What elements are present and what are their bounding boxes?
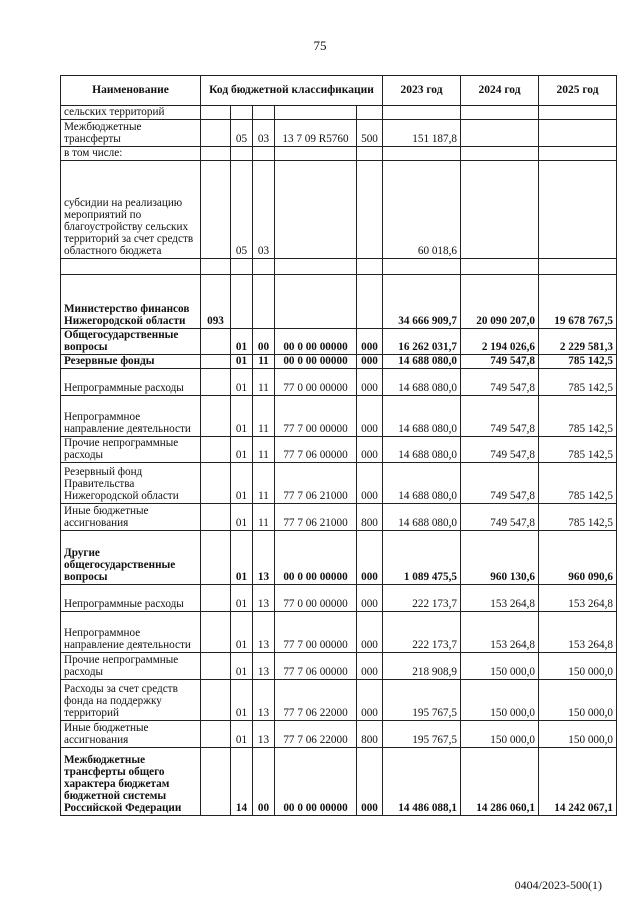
cell-ved bbox=[201, 680, 231, 721]
cell-target-article: 13 7 09 R5760 bbox=[275, 120, 357, 147]
cell-2025: 785 142,5 bbox=[539, 396, 617, 437]
cell-expense-type: 000 bbox=[357, 369, 383, 396]
cell-subsection: 00 bbox=[253, 329, 275, 355]
cell-name: Министерство финансов Нижегородской области bbox=[61, 275, 201, 329]
cell-ved bbox=[201, 259, 231, 275]
cell-name: Расходы за счет средств фонда на поддержку территорий bbox=[61, 680, 201, 721]
cell-subsection: 03 bbox=[253, 120, 275, 147]
cell-2025 bbox=[539, 147, 617, 161]
cell-expense-type: 000 bbox=[357, 396, 383, 437]
cell-2024: 749 547,8 bbox=[461, 355, 539, 369]
cell-2024 bbox=[461, 259, 539, 275]
cell-2023: 218 908,9 bbox=[383, 653, 461, 680]
cell-name: Межбюджетные трансферты bbox=[61, 120, 201, 147]
table-row bbox=[61, 369, 617, 396]
cell-name bbox=[61, 259, 201, 275]
cell-name: Непрограммные расходы bbox=[61, 369, 201, 396]
cell-ved bbox=[201, 396, 231, 437]
page-number: 75 bbox=[313, 38, 327, 53]
cell-ved bbox=[201, 748, 231, 816]
cell-section bbox=[231, 106, 253, 120]
cell-2025: 14 242 067,1 bbox=[539, 748, 617, 816]
table-row bbox=[61, 653, 617, 680]
cell-expense-type: 000 bbox=[357, 653, 383, 680]
cell-expense-type: 000 bbox=[357, 748, 383, 816]
cell-expense-type: 000 bbox=[357, 463, 383, 504]
cell-name: Непрограммные расходы bbox=[61, 585, 201, 612]
cell-section: 01 bbox=[231, 355, 253, 369]
cell-2025: 150 000,0 bbox=[539, 653, 617, 680]
cell-expense-type: 800 bbox=[357, 721, 383, 748]
cell-2024: 2 194 026,6 bbox=[461, 329, 539, 355]
cell-section: 01 bbox=[231, 531, 253, 585]
cell-subsection: 00 bbox=[253, 748, 275, 816]
table-row bbox=[61, 748, 617, 816]
cell-subsection: 13 bbox=[253, 585, 275, 612]
table-row bbox=[61, 396, 617, 437]
table-body bbox=[61, 106, 617, 816]
cell-name: Прочие непрограммные расходы bbox=[61, 437, 201, 463]
cell-2025: 785 142,5 bbox=[539, 504, 617, 531]
cell-expense-type: 000 bbox=[357, 437, 383, 463]
cell-target-article: 77 7 06 00000 bbox=[275, 653, 357, 680]
cell-subsection bbox=[253, 147, 275, 161]
cell-name: Резервный фонд Правительства Нижегородской области bbox=[61, 463, 201, 504]
cell-section bbox=[231, 259, 253, 275]
cell-2025: 153 264,8 bbox=[539, 585, 617, 612]
cell-2024: 749 547,8 bbox=[461, 396, 539, 437]
cell-subsection: 11 bbox=[253, 504, 275, 531]
cell-target-article: 77 0 00 00000 bbox=[275, 585, 357, 612]
cell-name: Общегосударственные вопросы bbox=[61, 329, 201, 355]
cell-expense-type: 000 bbox=[357, 355, 383, 369]
cell-name: Непрограммное направление деятельности bbox=[61, 612, 201, 653]
cell-expense-type: 000 bbox=[357, 329, 383, 355]
table-row bbox=[61, 585, 617, 612]
table-row bbox=[61, 329, 617, 355]
cell-2023: 195 767,5 bbox=[383, 721, 461, 748]
cell-subsection: 13 bbox=[253, 612, 275, 653]
cell-section: 01 bbox=[231, 369, 253, 396]
cell-target-article: 77 7 06 22000 bbox=[275, 721, 357, 748]
cell-section: 14 bbox=[231, 748, 253, 816]
cell-ved bbox=[201, 653, 231, 680]
cell-name: Межбюджетные трансферты общего характера бюджетам бюджетной системы Российской Федерации bbox=[61, 748, 201, 816]
header-2024: 2024 год bbox=[461, 76, 539, 106]
cell-name: Непрограммное направление деятельности bbox=[61, 396, 201, 437]
cell-2025: 960 090,6 bbox=[539, 531, 617, 585]
cell-subsection: 13 bbox=[253, 721, 275, 748]
cell-expense-type: 000 bbox=[357, 531, 383, 585]
cell-expense-type: 000 bbox=[357, 680, 383, 721]
cell-2024 bbox=[461, 106, 539, 120]
cell-section: 01 bbox=[231, 504, 253, 531]
cell-target-article: 00 0 00 00000 bbox=[275, 748, 357, 816]
cell-2023: 14 688 080,0 bbox=[383, 437, 461, 463]
cell-target-article: 77 7 06 21000 bbox=[275, 504, 357, 531]
cell-section: 01 bbox=[231, 653, 253, 680]
document-code: 0404/2023-500(1) bbox=[514, 878, 602, 892]
cell-2025: 785 142,5 bbox=[539, 463, 617, 504]
cell-ved bbox=[201, 355, 231, 369]
cell-2023: 14 688 080,0 bbox=[383, 355, 461, 369]
cell-subsection bbox=[253, 259, 275, 275]
cell-ved bbox=[201, 463, 231, 504]
cell-ved bbox=[201, 612, 231, 653]
cell-name: Иные бюджетные ассигнования bbox=[61, 721, 201, 748]
cell-name: в том числе: bbox=[61, 147, 201, 161]
table-row bbox=[61, 437, 617, 463]
cell-subsection: 03 bbox=[253, 161, 275, 259]
cell-2024: 150 000,0 bbox=[461, 680, 539, 721]
table-row bbox=[61, 147, 617, 161]
cell-name: Другие общегосударственные вопросы bbox=[61, 531, 201, 585]
cell-2024 bbox=[461, 161, 539, 259]
cell-ved bbox=[201, 161, 231, 259]
cell-2023 bbox=[383, 259, 461, 275]
cell-name: Прочие непрограммные расходы bbox=[61, 653, 201, 680]
cell-2024: 749 547,8 bbox=[461, 504, 539, 531]
table-row bbox=[61, 680, 617, 721]
cell-2023: 222 173,7 bbox=[383, 612, 461, 653]
cell-2023: 151 187,8 bbox=[383, 120, 461, 147]
cell-2024: 749 547,8 bbox=[461, 463, 539, 504]
cell-subsection: 11 bbox=[253, 369, 275, 396]
cell-2025 bbox=[539, 259, 617, 275]
cell-2024: 20 090 207,0 bbox=[461, 275, 539, 329]
cell-expense-type bbox=[357, 275, 383, 329]
cell-subsection bbox=[253, 106, 275, 120]
cell-2023: 14 688 080,0 bbox=[383, 396, 461, 437]
cell-2024: 150 000,0 bbox=[461, 653, 539, 680]
cell-subsection: 11 bbox=[253, 396, 275, 437]
cell-target-article: 00 0 00 00000 bbox=[275, 329, 357, 355]
cell-2024: 150 000,0 bbox=[461, 721, 539, 748]
cell-2025: 785 142,5 bbox=[539, 355, 617, 369]
cell-target-article: 00 0 00 00000 bbox=[275, 355, 357, 369]
cell-2024: 749 547,8 bbox=[461, 369, 539, 396]
cell-expense-type bbox=[357, 147, 383, 161]
cell-section: 01 bbox=[231, 612, 253, 653]
cell-target-article bbox=[275, 106, 357, 120]
table-header-row bbox=[61, 76, 617, 106]
cell-subsection: 13 bbox=[253, 680, 275, 721]
cell-expense-type: 000 bbox=[357, 585, 383, 612]
table-row bbox=[61, 504, 617, 531]
cell-section bbox=[231, 275, 253, 329]
cell-2023: 195 767,5 bbox=[383, 680, 461, 721]
cell-target-article bbox=[275, 147, 357, 161]
cell-2023: 14 688 080,0 bbox=[383, 504, 461, 531]
cell-ved bbox=[201, 120, 231, 147]
cell-2023: 14 688 080,0 bbox=[383, 463, 461, 504]
cell-name: Резервные фонды bbox=[61, 355, 201, 369]
cell-section: 01 bbox=[231, 463, 253, 504]
table-row bbox=[61, 531, 617, 585]
cell-2023 bbox=[383, 147, 461, 161]
cell-2024: 14 286 060,1 bbox=[461, 748, 539, 816]
cell-ved bbox=[201, 369, 231, 396]
cell-ved: 093 bbox=[201, 275, 231, 329]
cell-target-article: 77 7 06 22000 bbox=[275, 680, 357, 721]
cell-2025: 150 000,0 bbox=[539, 721, 617, 748]
cell-2025: 785 142,5 bbox=[539, 437, 617, 463]
cell-2025 bbox=[539, 161, 617, 259]
cell-target-article: 77 7 06 21000 bbox=[275, 463, 357, 504]
table-row bbox=[61, 161, 617, 259]
cell-2023 bbox=[383, 106, 461, 120]
cell-section: 05 bbox=[231, 161, 253, 259]
cell-target-article bbox=[275, 259, 357, 275]
cell-target-article: 77 7 06 00000 bbox=[275, 437, 357, 463]
header-name: Наименование bbox=[61, 76, 201, 106]
table-row bbox=[61, 721, 617, 748]
cell-2023: 14 688 080,0 bbox=[383, 369, 461, 396]
cell-section: 01 bbox=[231, 329, 253, 355]
cell-target-article: 00 0 00 00000 bbox=[275, 531, 357, 585]
cell-subsection: 13 bbox=[253, 653, 275, 680]
cell-expense-type: 000 bbox=[357, 612, 383, 653]
cell-2025: 785 142,5 bbox=[539, 369, 617, 396]
cell-expense-type bbox=[357, 106, 383, 120]
cell-ved bbox=[201, 531, 231, 585]
cell-subsection: 11 bbox=[253, 463, 275, 504]
table-row bbox=[61, 463, 617, 504]
cell-ved bbox=[201, 504, 231, 531]
cell-subsection: 13 bbox=[253, 531, 275, 585]
table-row bbox=[61, 106, 617, 120]
cell-target-article: 77 0 00 00000 bbox=[275, 369, 357, 396]
cell-ved bbox=[201, 147, 231, 161]
cell-2024 bbox=[461, 120, 539, 147]
cell-2024: 749 547,8 bbox=[461, 437, 539, 463]
table-row bbox=[61, 355, 617, 369]
cell-2024 bbox=[461, 147, 539, 161]
cell-2025 bbox=[539, 106, 617, 120]
cell-2024: 153 264,8 bbox=[461, 612, 539, 653]
cell-2025: 150 000,0 bbox=[539, 680, 617, 721]
cell-section: 01 bbox=[231, 585, 253, 612]
cell-section: 05 bbox=[231, 120, 253, 147]
table-row bbox=[61, 259, 617, 275]
cell-ved bbox=[201, 721, 231, 748]
cell-2025: 19 678 767,5 bbox=[539, 275, 617, 329]
cell-name: Иные бюджетные ассигнования bbox=[61, 504, 201, 531]
cell-2024: 153 264,8 bbox=[461, 585, 539, 612]
cell-2025: 2 229 581,3 bbox=[539, 329, 617, 355]
table-row bbox=[61, 120, 617, 147]
cell-target-article bbox=[275, 275, 357, 329]
header-code: Код бюджетной классификации bbox=[201, 76, 383, 106]
header-2023: 2023 год bbox=[383, 76, 461, 106]
cell-2023: 1 089 475,5 bbox=[383, 531, 461, 585]
cell-2024: 960 130,6 bbox=[461, 531, 539, 585]
cell-target-article: 77 7 00 00000 bbox=[275, 396, 357, 437]
cell-2023: 14 486 088,1 bbox=[383, 748, 461, 816]
cell-ved bbox=[201, 106, 231, 120]
cell-section: 01 bbox=[231, 721, 253, 748]
cell-name: сельских территорий bbox=[61, 106, 201, 120]
cell-section: 01 bbox=[231, 437, 253, 463]
cell-section: 01 bbox=[231, 396, 253, 437]
cell-2023: 16 262 031,7 bbox=[383, 329, 461, 355]
cell-2025 bbox=[539, 120, 617, 147]
cell-subsection: 11 bbox=[253, 355, 275, 369]
cell-section: 01 bbox=[231, 680, 253, 721]
cell-expense-type: 500 bbox=[357, 120, 383, 147]
table-row bbox=[61, 275, 617, 329]
cell-ved bbox=[201, 437, 231, 463]
cell-2023: 222 173,7 bbox=[383, 585, 461, 612]
cell-target-article bbox=[275, 161, 357, 259]
cell-subsection: 11 bbox=[253, 437, 275, 463]
header-2025: 2025 год bbox=[539, 76, 617, 106]
table-row bbox=[61, 612, 617, 653]
cell-expense-type bbox=[357, 259, 383, 275]
cell-ved bbox=[201, 585, 231, 612]
cell-section bbox=[231, 147, 253, 161]
cell-target-article: 77 7 00 00000 bbox=[275, 612, 357, 653]
cell-expense-type bbox=[357, 161, 383, 259]
budget-table bbox=[60, 75, 617, 816]
cell-name: субсидии на реализацию мероприятий по благоустройству сельских территорий за счет средств областного бюджета bbox=[61, 161, 201, 259]
cell-2023: 34 666 909,7 bbox=[383, 275, 461, 329]
cell-ved bbox=[201, 329, 231, 355]
cell-2025: 153 264,8 bbox=[539, 612, 617, 653]
cell-expense-type: 800 bbox=[357, 504, 383, 531]
cell-subsection bbox=[253, 275, 275, 329]
cell-2023: 60 018,6 bbox=[383, 161, 461, 259]
